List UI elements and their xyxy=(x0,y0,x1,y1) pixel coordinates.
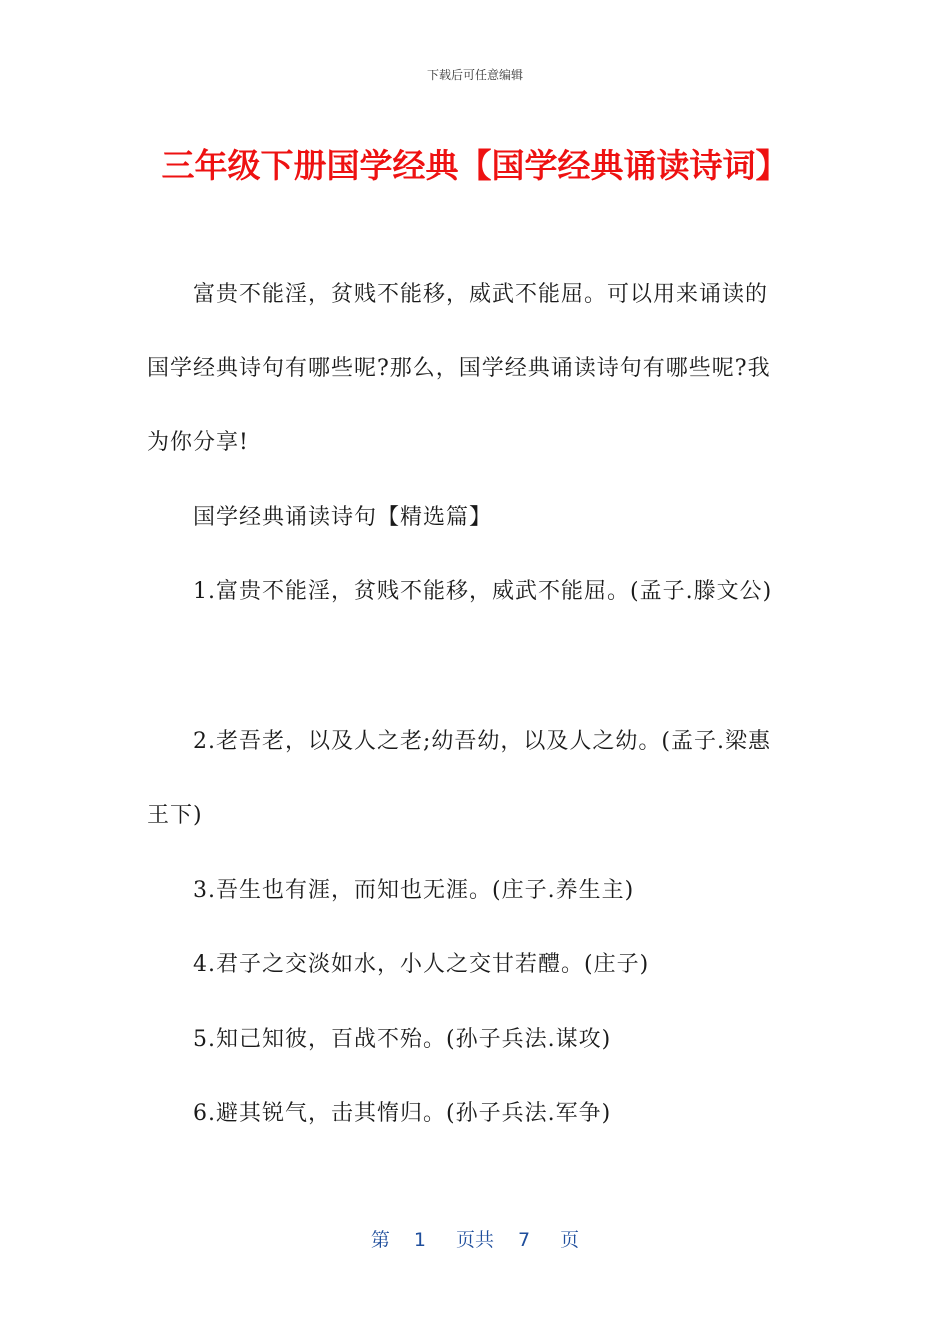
list-item: 2.老吾老，以及人之老;幼吾幼，以及人之幼。(孟子.梁惠 xyxy=(193,729,771,754)
page-footer xyxy=(0,1225,950,1252)
list-item: 3.吾生也有涯，而知也无涯。(庄子.养生主) xyxy=(193,878,635,903)
list-item: 6.避其锐气，击其惰归。(孙子兵法.军争) xyxy=(193,1101,612,1126)
footer-middle: 页共 xyxy=(455,1229,494,1251)
document-title: 三年级下册国学经典【国学经典诵读诗词】 xyxy=(161,146,789,185)
list-item-continuation: 王下) xyxy=(147,803,203,828)
list-item: 4.君子之交淡如水，小人之交甘若醴。(庄子) xyxy=(193,952,650,977)
footer-suffix: 页 xyxy=(560,1229,580,1251)
section-heading: 国学经典诵读诗句【精选篇】 xyxy=(193,505,493,530)
paragraph-line: 富贵不能淫，贫贱不能移，威武不能屈。可以用来诵读的 xyxy=(193,282,769,307)
footer-current-page: 1 xyxy=(413,1229,426,1251)
list-item: 5.知己知彼，百战不殆。(孙子兵法.谋攻) xyxy=(193,1027,612,1052)
header-note: 下载后可任意编辑 xyxy=(426,68,523,82)
footer-prefix: 第 xyxy=(370,1229,390,1251)
paragraph-line: 为你分享! xyxy=(147,430,249,455)
footer-total-pages: 7 xyxy=(518,1229,531,1251)
list-item: 1.富贵不能淫，贫贱不能移，威武不能屈。(孟子.滕文公) xyxy=(193,579,773,604)
paragraph-line: 国学经典诗句有哪些呢?那么，国学经典诵读诗句有哪些呢?我 xyxy=(147,356,771,381)
